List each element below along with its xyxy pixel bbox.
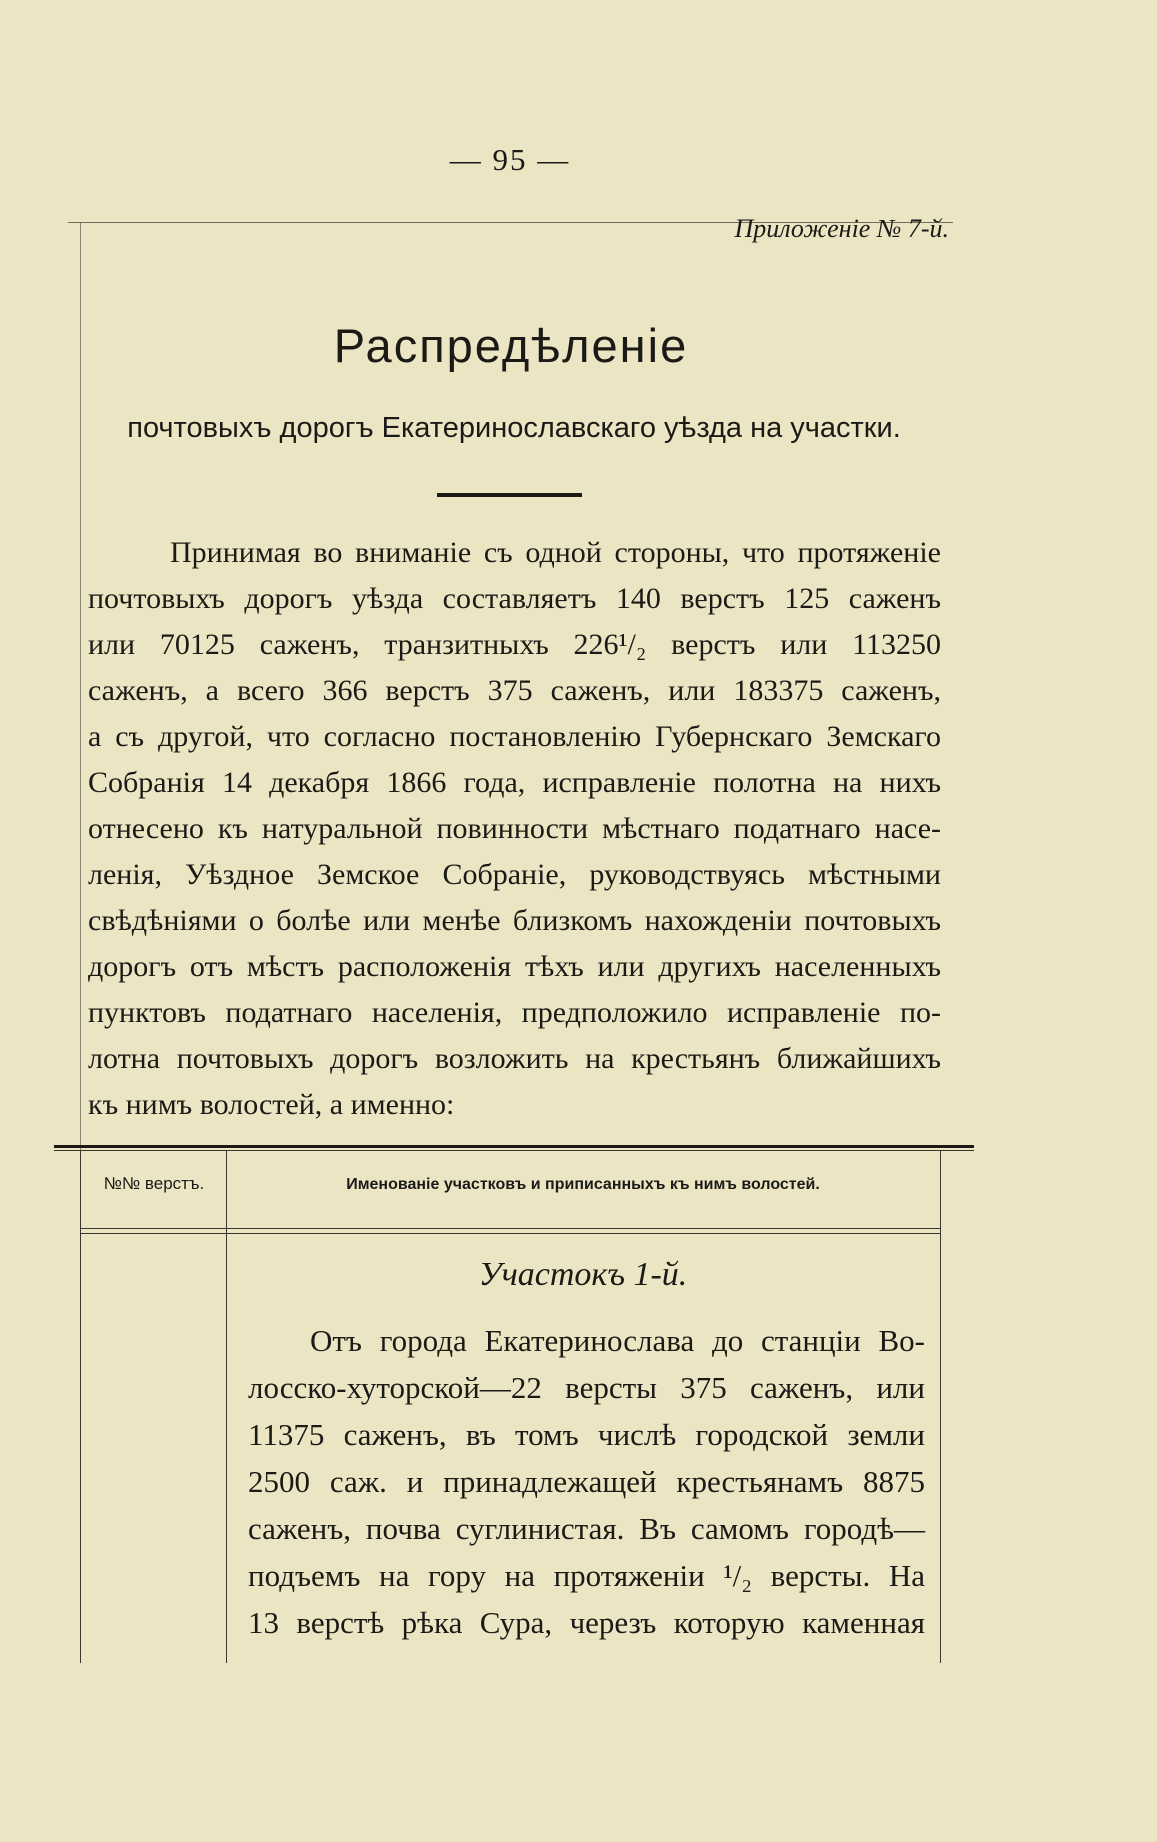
title-divider	[437, 493, 582, 497]
body-line: а съ другой, что согласно постановленію Губернскаго Земскаго	[88, 720, 941, 753]
body-line: ленія, Уѣздное Земское Собраніе, руководствуясь мѣстными	[88, 858, 941, 891]
table-top-rule	[54, 1145, 974, 1148]
body-line: лотна почтовыхъ дорогъ возложить на крестьянъ ближайшихъ	[88, 1042, 941, 1075]
body-line: свѣдѣніями о болѣе или менѣе близкомъ нахожденіи почтовыхъ	[88, 904, 941, 937]
table-top-rule-thin	[54, 1150, 974, 1151]
body-line: къ нимъ волостей, а именно:	[88, 1088, 455, 1121]
appendix-label: Приложеніе № 7-й.	[734, 214, 949, 243]
body-line: почтовыхъ дорогъ уѣзда составляетъ 140 верстъ 125 саженъ	[88, 582, 941, 615]
table-header-rule-double	[80, 1233, 940, 1234]
section-paragraph	[248, 1317, 925, 1646]
body-line: отнесено къ натуральной повинности мѣстнаго податнаго насе-	[88, 812, 941, 845]
section-heading: Участокъ 1-й.	[478, 1256, 688, 1293]
column-header-versts: №№ верстъ.	[103, 1174, 205, 1193]
body-line: или 70125 саженъ, транзитныхъ 226¹/₂ верстъ или 113250	[88, 628, 941, 661]
page-number: — 95 —	[449, 142, 571, 177]
section-line: 13 верстѣ рѣка Сура, черезъ которую каменная	[248, 1605, 925, 1640]
section-line: Отъ города Екатеринослава до станціи Во-	[310, 1323, 925, 1358]
section-line: лосско-хуторской—22 версты 375 саженъ, или	[248, 1370, 925, 1405]
section-line: 2500 саж. и принадлежащей крестьянамъ 8875	[248, 1464, 925, 1499]
section-line: саженъ, почва суглинистая. Въ самомъ городѣ—	[248, 1511, 925, 1546]
table-right-border	[940, 1151, 941, 1663]
body-line: пунктовъ податнаго населенія, предположило исправленіе по-	[88, 996, 941, 1029]
section-line: подъемъ на гору на протяженіи ¹/₂ версты. На	[248, 1558, 925, 1593]
column-header-names: Именованіе участковъ и приписанныхъ къ нимъ волостей.	[346, 1176, 820, 1193]
body-line: дорогъ отъ мѣстъ расположенія тѣхъ или другихъ населенныхъ	[88, 950, 941, 983]
body-line: Принимая во вниманіе съ одной стороны, что протяженіе	[170, 536, 941, 569]
document-subtitle: почтовыхъ дорогъ Екатеринославскаго уѣзда на участки.	[127, 412, 901, 444]
body-line: саженъ, а всего 366 верстъ 375 саженъ, или 183375 саженъ,	[88, 674, 941, 707]
document-title: Распредѣленіе	[333, 319, 689, 372]
section-line: 11375 саженъ, въ томъ числѣ городской земли	[248, 1417, 925, 1452]
body-line: Собранія 14 декабря 1866 года, исправленіе полотна на нихъ	[88, 766, 941, 799]
table-header-rule	[80, 1228, 940, 1229]
body-paragraph	[88, 530, 941, 1128]
